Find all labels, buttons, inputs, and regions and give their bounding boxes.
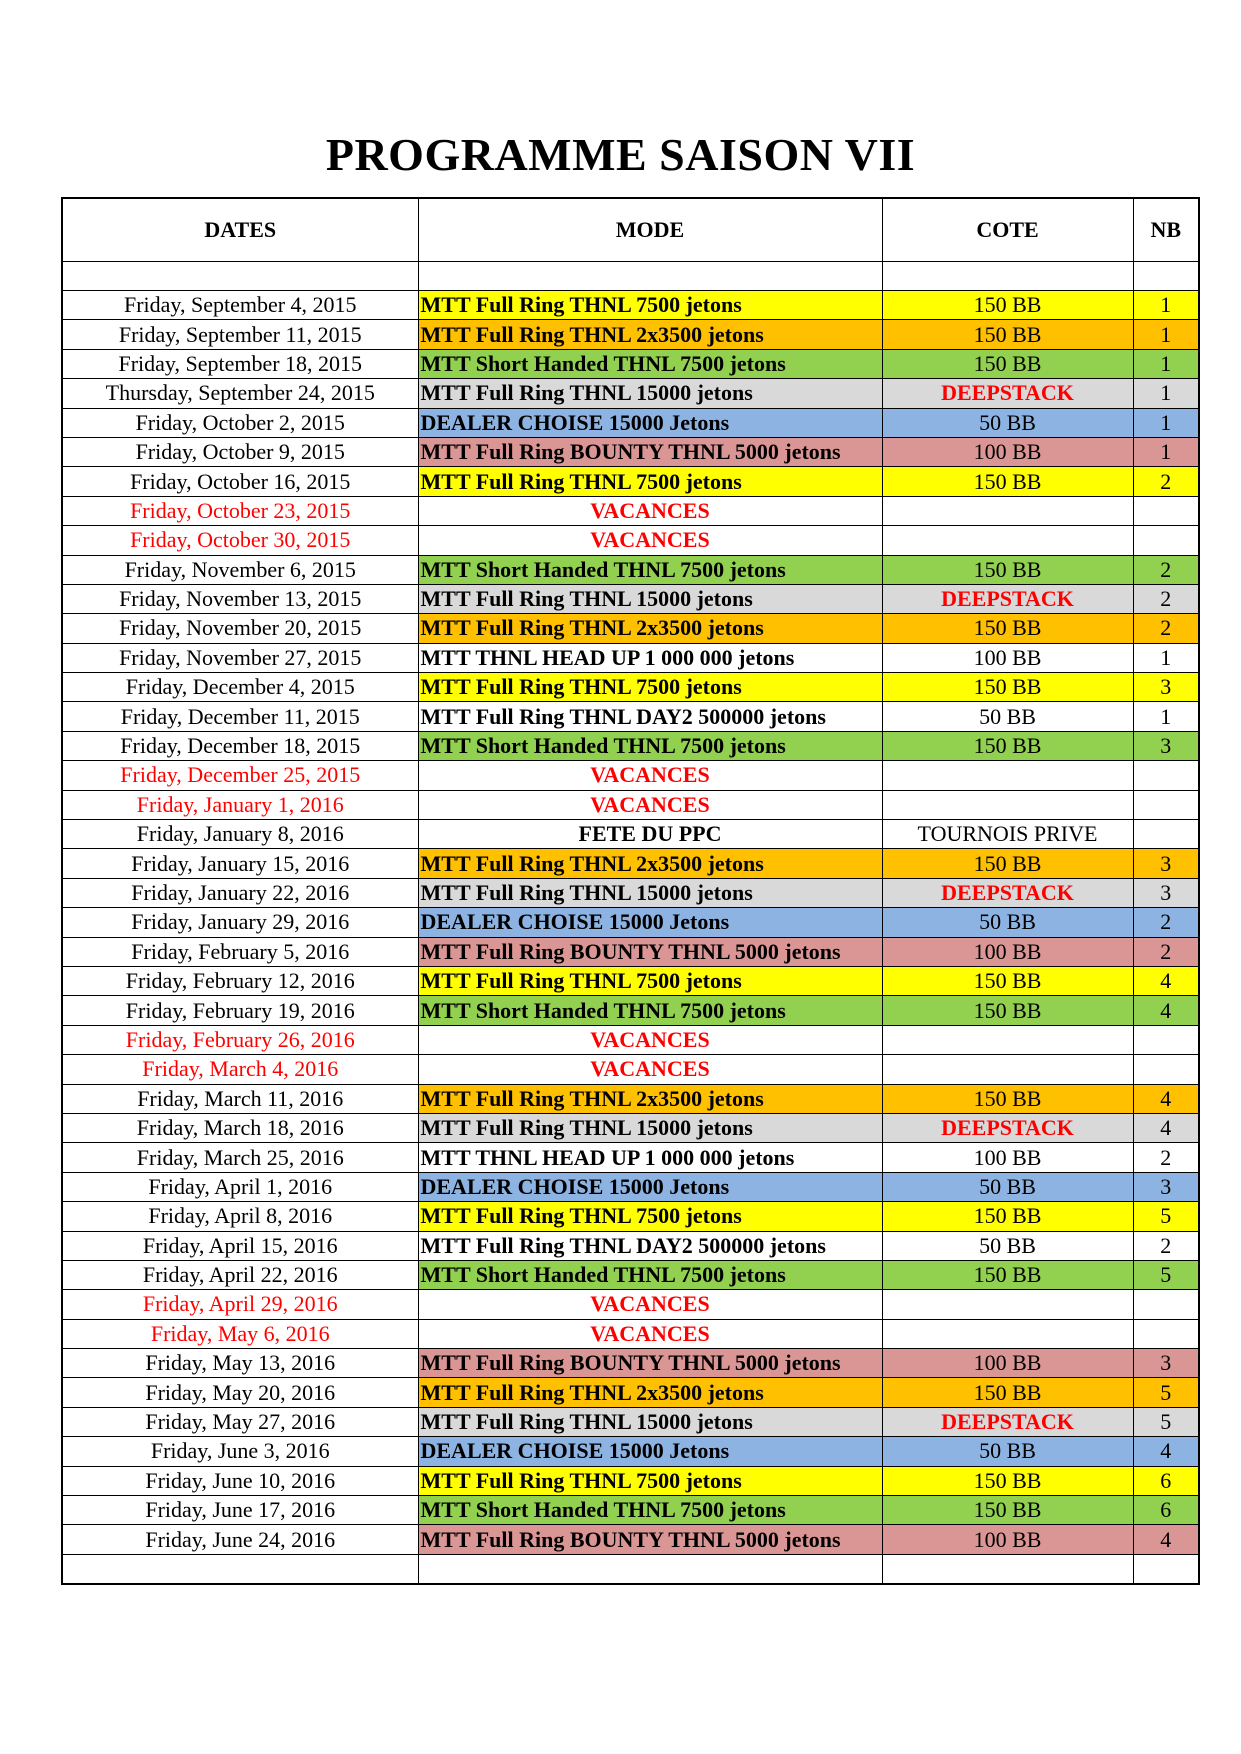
date-cell: Friday, February 5, 2016 [62,937,418,966]
nb-cell: 5 [1133,1378,1199,1407]
table-row [62,1025,1199,1054]
date-cell: Friday, December 11, 2015 [62,702,418,731]
cote-cell: DEEPSTACK [882,1113,1133,1142]
table-row [62,291,1199,320]
date-cell: Friday, March 25, 2016 [62,1143,418,1172]
cote-cell: 150 BB [882,467,1133,496]
nb-cell: 2 [1133,555,1199,584]
table-row [62,1143,1199,1172]
mode-cell: MTT Full Ring BOUNTY THNL 5000 jetons [418,1349,882,1378]
date-cell: Friday, April 1, 2016 [62,1172,418,1201]
date-cell: Friday, January 22, 2016 [62,878,418,907]
nb-cell: 3 [1133,878,1199,907]
mode-cell: MTT Full Ring THNL 7500 jetons [418,1466,882,1495]
mode-cell: MTT Short Handed THNL 7500 jetons [418,996,882,1025]
mode-cell: MTT Full Ring THNL 15000 jetons [418,584,882,613]
cote-cell: 150 BB [882,1496,1133,1525]
mode-cell: MTT Full Ring THNL 7500 jetons [418,966,882,995]
nb-cell: 3 [1133,673,1199,702]
table-row [62,761,1199,790]
mode-cell: MTT Full Ring THNL 2x3500 jetons [418,320,882,349]
cote-cell: DEEPSTACK [882,1407,1133,1436]
date-cell: Friday, October 2, 2015 [62,408,418,437]
cote-cell: 100 BB [882,1349,1133,1378]
date-cell: Friday, December 4, 2015 [62,673,418,702]
date-cell: Friday, January 1, 2016 [62,790,418,819]
table-row [62,467,1199,496]
date-cell: Friday, November 13, 2015 [62,584,418,613]
date-cell: Friday, June 10, 2016 [62,1466,418,1495]
table-row [62,614,1199,643]
nb-cell: 4 [1133,1084,1199,1113]
table-row [62,966,1199,995]
table-row [62,1496,1199,1525]
mode-cell: MTT Full Ring THNL 2x3500 jetons [418,1378,882,1407]
table-row [62,996,1199,1025]
cote-cell: 50 BB [882,1437,1133,1466]
mode-cell: MTT Full Ring THNL 2x3500 jetons [418,1084,882,1113]
nb-cell: 1 [1133,408,1199,437]
mode-cell: VACANCES [418,761,882,790]
date-cell: Friday, April 22, 2016 [62,1260,418,1289]
table-row [62,584,1199,613]
nb-cell: 1 [1133,291,1199,320]
mode-cell: MTT Short Handed THNL 7500 jetons [418,1260,882,1289]
table-row [62,496,1199,525]
table-row [62,408,1199,437]
date-cell: Friday, October 30, 2015 [62,526,418,555]
date-cell: Friday, February 12, 2016 [62,966,418,995]
table-row [62,1407,1199,1436]
nb-cell [1133,761,1199,790]
mode-cell: MTT Full Ring BOUNTY THNL 5000 jetons [418,937,882,966]
nb-cell: 2 [1133,908,1199,937]
mode-cell: MTT Full Ring THNL 15000 jetons [418,379,882,408]
cote-cell: 150 BB [882,996,1133,1025]
cote-cell [882,496,1133,525]
nb-cell: 4 [1133,996,1199,1025]
date-cell: Friday, May 6, 2016 [62,1319,418,1348]
cote-cell [882,1055,1133,1084]
nb-cell: 3 [1133,1349,1199,1378]
cote-cell: DEEPSTACK [882,878,1133,907]
mode-cell: DEALER CHOISE 15000 Jetons [418,908,882,937]
mode-cell: MTT THNL HEAD UP 1 000 000 jetons [418,1143,882,1172]
cote-cell: 50 BB [882,1172,1133,1201]
nb-cell: 4 [1133,1437,1199,1466]
date-cell: Friday, September 11, 2015 [62,320,418,349]
cote-cell: 150 BB [882,731,1133,760]
date-cell: Friday, March 11, 2016 [62,1084,418,1113]
nb-cell [1133,1290,1199,1319]
header-nb: NB [1133,198,1199,262]
header-row [62,198,1199,262]
mode-cell: FETE DU PPC [418,820,882,849]
cote-cell: 150 BB [882,1202,1133,1231]
cote-cell: 150 BB [882,966,1133,995]
cote-cell: 100 BB [882,937,1133,966]
mode-cell: MTT Short Handed THNL 7500 jetons [418,349,882,378]
nb-cell: 4 [1133,1525,1199,1554]
mode-cell: MTT Full Ring THNL 15000 jetons [418,1407,882,1436]
table-row [62,1172,1199,1201]
table-row [62,878,1199,907]
table-row [62,320,1199,349]
cote-cell: 50 BB [882,908,1133,937]
table-row [62,820,1199,849]
date-cell: Friday, October 16, 2015 [62,467,418,496]
table-row [62,1113,1199,1142]
date-cell: Friday, November 6, 2015 [62,555,418,584]
table-row [62,849,1199,878]
mode-cell: MTT Full Ring THNL DAY2 500000 jetons [418,702,882,731]
cote-cell: 150 BB [882,1466,1133,1495]
nb-cell: 2 [1133,584,1199,613]
table-row [62,1525,1199,1554]
date-cell: Friday, January 15, 2016 [62,849,418,878]
cote-cell: 150 BB [882,291,1133,320]
mode-cell: VACANCES [418,1319,882,1348]
mode-cell: MTT THNL HEAD UP 1 000 000 jetons [418,643,882,672]
date-cell: Friday, February 26, 2016 [62,1025,418,1054]
date-cell: Friday, June 3, 2016 [62,1437,418,1466]
table-row [62,731,1199,760]
nb-cell: 2 [1133,467,1199,496]
blank-row [62,262,1199,291]
mode-cell: MTT Short Handed THNL 7500 jetons [418,555,882,584]
mode-cell: VACANCES [418,1290,882,1319]
nb-cell: 1 [1133,349,1199,378]
nb-cell: 2 [1133,614,1199,643]
table-row [62,1349,1199,1378]
table-row [62,1290,1199,1319]
mode-cell: MTT Full Ring THNL 2x3500 jetons [418,849,882,878]
nb-cell: 6 [1133,1496,1199,1525]
cote-cell: 100 BB [882,437,1133,466]
table-row [62,349,1199,378]
cote-cell: 100 BB [882,1143,1133,1172]
date-cell: Friday, December 18, 2015 [62,731,418,760]
date-cell: Friday, February 19, 2016 [62,996,418,1025]
page-title: PROGRAMME SAISON VII [325,129,916,180]
mode-cell: DEALER CHOISE 15000 Jetons [418,408,882,437]
nb-cell: 3 [1133,849,1199,878]
blank-row [62,1554,1199,1584]
mode-cell: MTT Short Handed THNL 7500 jetons [418,1496,882,1525]
date-cell: Friday, November 20, 2015 [62,614,418,643]
table-row [62,1084,1199,1113]
cote-cell: 50 BB [882,408,1133,437]
cote-cell: 100 BB [882,643,1133,672]
cote-cell [882,761,1133,790]
table-row [62,1319,1199,1348]
nb-cell [1133,1319,1199,1348]
header-cote: COTE [882,198,1133,262]
nb-cell: 2 [1133,937,1199,966]
mode-cell: MTT Full Ring BOUNTY THNL 5000 jetons [418,437,882,466]
cote-cell: 150 BB [882,1378,1133,1407]
table-row [62,937,1199,966]
nb-cell: 5 [1133,1260,1199,1289]
nb-cell: 5 [1133,1407,1199,1436]
cote-cell [882,526,1133,555]
table-row [62,379,1199,408]
cote-cell: 150 BB [882,555,1133,584]
nb-cell [1133,496,1199,525]
mode-cell: MTT Full Ring THNL 15000 jetons [418,878,882,907]
table-row [62,1260,1199,1289]
cote-cell: 150 BB [882,1260,1133,1289]
nb-cell: 6 [1133,1466,1199,1495]
header-dates: DATES [62,198,418,262]
cote-cell [882,1290,1133,1319]
table-row [62,1202,1199,1231]
mode-cell: MTT Short Handed THNL 7500 jetons [418,731,882,760]
mode-cell: MTT Full Ring THNL 7500 jetons [418,467,882,496]
table-row [62,1437,1199,1466]
mode-cell: MTT Full Ring THNL 2x3500 jetons [418,614,882,643]
date-cell: Friday, October 9, 2015 [62,437,418,466]
cote-cell: 150 BB [882,614,1133,643]
schedule-table [61,197,1200,1585]
cote-cell: 100 BB [882,1525,1133,1554]
mode-cell: DEALER CHOISE 15000 Jetons [418,1172,882,1201]
mode-cell: MTT Full Ring THNL 7500 jetons [418,1202,882,1231]
nb-cell: 4 [1133,1113,1199,1142]
date-cell: Friday, December 25, 2015 [62,761,418,790]
date-cell: Friday, November 27, 2015 [62,643,418,672]
date-cell: Friday, September 18, 2015 [62,349,418,378]
nb-cell: 2 [1133,1143,1199,1172]
nb-cell: 3 [1133,1172,1199,1201]
table-row [62,555,1199,584]
header-mode: MODE [418,198,882,262]
mode-cell: MTT Full Ring THNL DAY2 500000 jetons [418,1231,882,1260]
table-row [62,673,1199,702]
date-cell: Friday, October 23, 2015 [62,496,418,525]
date-cell: Friday, June 17, 2016 [62,1496,418,1525]
cote-cell: 50 BB [882,702,1133,731]
nb-cell [1133,526,1199,555]
cote-cell [882,790,1133,819]
nb-cell [1133,1025,1199,1054]
nb-cell: 1 [1133,379,1199,408]
date-cell: Friday, January 8, 2016 [62,820,418,849]
table-row [62,790,1199,819]
nb-cell: 1 [1133,702,1199,731]
mode-cell: VACANCES [418,526,882,555]
cote-cell: 150 BB [882,320,1133,349]
nb-cell [1133,820,1199,849]
nb-cell: 4 [1133,966,1199,995]
nb-cell [1133,1055,1199,1084]
date-cell: Friday, January 29, 2016 [62,908,418,937]
table-row [62,437,1199,466]
nb-cell: 2 [1133,1231,1199,1260]
cote-cell: 150 BB [882,849,1133,878]
date-cell: Friday, April 15, 2016 [62,1231,418,1260]
nb-cell: 1 [1133,437,1199,466]
mode-cell: VACANCES [418,1055,882,1084]
table-row [62,643,1199,672]
table-row [62,1378,1199,1407]
mode-cell: VACANCES [418,1025,882,1054]
cote-cell: DEEPSTACK [882,379,1133,408]
mode-cell: DEALER CHOISE 15000 Jetons [418,1437,882,1466]
date-cell: Friday, March 4, 2016 [62,1055,418,1084]
mode-cell: MTT Full Ring THNL 7500 jetons [418,673,882,702]
mode-cell: VACANCES [418,790,882,819]
date-cell: Friday, May 13, 2016 [62,1349,418,1378]
date-cell: Friday, September 4, 2015 [62,291,418,320]
date-cell: Friday, May 20, 2016 [62,1378,418,1407]
cote-cell: DEEPSTACK [882,584,1133,613]
table-row [62,702,1199,731]
cote-cell: 50 BB [882,1231,1133,1260]
cote-cell: 150 BB [882,1084,1133,1113]
nb-cell [1133,790,1199,819]
table-row [62,1055,1199,1084]
date-cell: Friday, April 29, 2016 [62,1290,418,1319]
cote-cell [882,1025,1133,1054]
table-row [62,1231,1199,1260]
cote-cell: 150 BB [882,349,1133,378]
cote-cell [882,1319,1133,1348]
nb-cell: 1 [1133,643,1199,672]
date-cell: Friday, March 18, 2016 [62,1113,418,1142]
date-cell: Friday, April 8, 2016 [62,1202,418,1231]
date-cell: Friday, June 24, 2016 [62,1525,418,1554]
cote-cell: TOURNOIS PRIVE [882,820,1133,849]
nb-cell: 3 [1133,731,1199,760]
mode-cell: MTT Full Ring BOUNTY THNL 5000 jetons [418,1525,882,1554]
date-cell: Friday, May 27, 2016 [62,1407,418,1436]
cote-cell: 150 BB [882,673,1133,702]
mode-cell: MTT Full Ring THNL 15000 jetons [418,1113,882,1142]
date-cell: Thursday, September 24, 2015 [62,379,418,408]
table-row [62,1466,1199,1495]
nb-cell: 5 [1133,1202,1199,1231]
mode-cell: MTT Full Ring THNL 7500 jetons [418,291,882,320]
mode-cell: VACANCES [418,496,882,525]
nb-cell: 1 [1133,320,1199,349]
table-row [62,526,1199,555]
table-row [62,908,1199,937]
